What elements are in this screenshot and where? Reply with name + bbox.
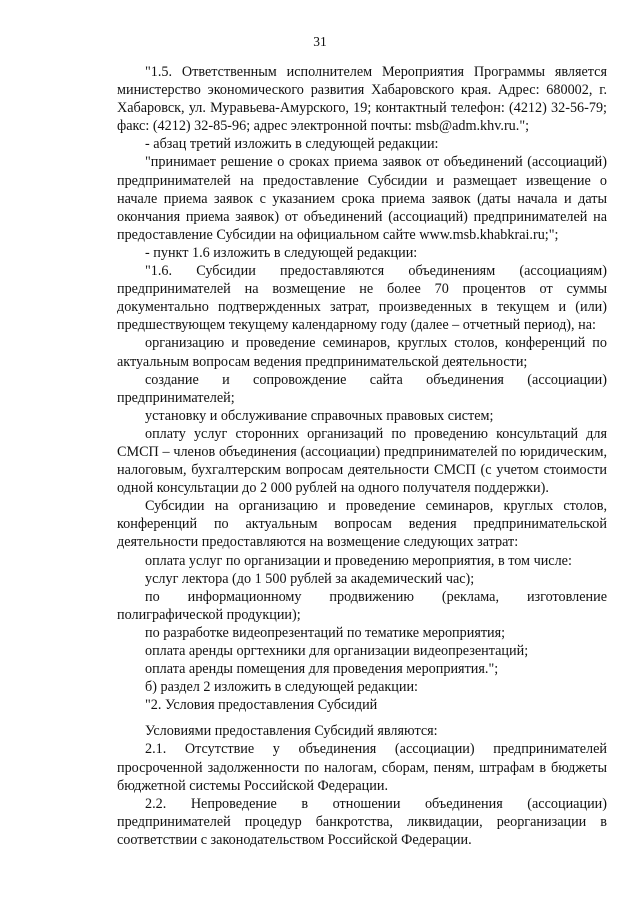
section-heading-2: "2. Условия предоставления Субсидий: [145, 697, 378, 714]
paragraph-2-2: 2.2. Непроведение в отношении объединения (ассоциации) предпринимателей процедур банкротства, ликвидации, реорганизации в соответствии с законодательством Российской Федерации.: [117, 795, 607, 848]
list-item-sait: создание и сопровождение сайта объединения (ассоциации) предпринимателей;: [117, 371, 607, 406]
paragraph-abzac-tretiy: - абзац третий изложить в следующей редакции:: [145, 136, 439, 153]
list-item-seminary: организацию и проведение семинаров, круглых столов, конференций по актуальным вопросам ведения предпринимательской деятельности;: [117, 335, 607, 370]
list-item-oplata-uslug: оплата услуг по организации и проведению мероприятия, в том числе:: [145, 552, 572, 569]
list-item-videoprezentacii: по разработке видеопрезентаций по тематике мероприятия;: [145, 624, 506, 641]
list-item-konsultacii: оплату услуг сторонних организаций по проведению консультаций для СМСП – членов объединения (ассоциации) предпринимателей по юридическим, налоговым, бухгалтерским вопросам деятельности СМСП (с учетом стоимости одной консультации до 2 000 рублей на одного получателя поддержки).: [117, 425, 607, 497]
paragraph-punkt-1-6: - пункт 1.6 изложить в следующей редакции:: [145, 244, 418, 261]
paragraph-1-6: "1.6. Субсидии предоставляются объединениям (ассоциациям) предпринимателей на возмещение не более 70 процентов от суммы документально подтвержденных затрат, произведенных в текущем и (или) предшествующем текущему календарному году (далее – отчетный период), на:: [117, 263, 607, 334]
list-item-orgtehnika: оплата аренды оргтехники для организации видеопрезентаций;: [145, 643, 529, 659]
paragraph-subsidii-seminary: Субсидии на организацию и проведение семинаров, круглых столов, конференций по актуальным вопросам ведения предпринимательской деятельности предоставляются на возмещение следующих затрат:: [117, 498, 607, 551]
page-number: 31: [313, 34, 327, 49]
list-item-pomeshchenie: оплата аренды помещения для проведения мероприятия.";: [145, 661, 499, 678]
list-item-pravovye-sistemy: установку и обслуживание справочных правовых систем;: [145, 407, 494, 424]
paragraph-razdel-2: б) раздел 2 изложить в следующей редакции:: [145, 679, 418, 696]
paragraph-2-1: 2.1. Отсутствие у объединения (ассоциации) предпринимателей просроченной задолженности по налогам, сборам, пеням, штрафам в бюджеты бюджетной системы Российской Федерации.: [117, 741, 607, 794]
list-item-prodvizhenie: по информационному продвижению (реклама, изготовление полиграфической продукции);: [117, 588, 607, 623]
list-item-lektor: услуг лектора (до 1 500 рублей за академический час);: [145, 570, 475, 587]
paragraph-prinimaet-reshenie: "принимает решение о сроках приема заявок от объединений (ассоциаций) предпринимателей на предоставление Субсидии и размещает извещение о начале приема заявок с указанием срока приема заявок (даты начала и даты окончания приема заявок) от объединений (ассоциаций) предпринимателей на предоставление Субсидии на официальном сайте www.msb.khabkrai.ru;";: [117, 154, 607, 243]
document-body: [117, 63, 607, 849]
paragraph-usloviya: Условиями предоставления Субсидий являются:: [145, 723, 438, 740]
paragraph-1-5: "1.5. Ответственным исполнителем Мероприятия Программы является министерство экономического развития Хабаровского края. Адрес: 680002, г. Хабаровск, ул. Муравьева-Амурского, 19; контактный телефон: (4212) 32-56-79; факс: (4212) 32-85-96; адрес электронной почты: msb@adm.khv.ru.";: [117, 64, 607, 135]
